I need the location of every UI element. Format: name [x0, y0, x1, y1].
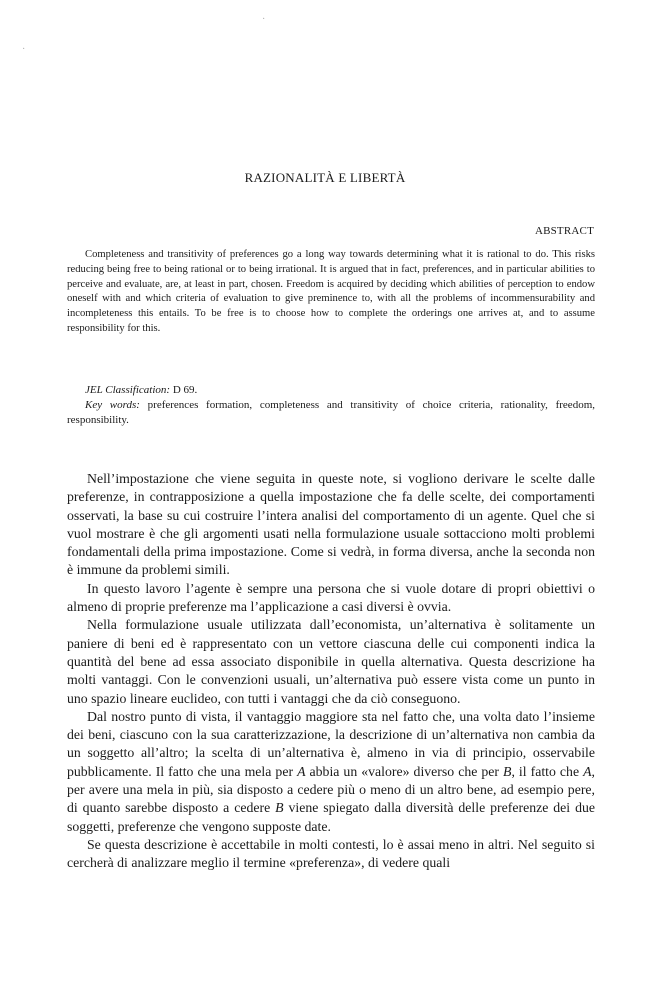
jel-classification-label: JEL Classification:	[85, 384, 171, 396]
keywords-line	[67, 398, 595, 428]
keywords-value: preferences formation, completeness and transitivity of choice criteria, rationality, freedom, responsibility.	[67, 399, 595, 426]
agent-a-symbol: A	[583, 763, 592, 779]
paragraph-4-part-c: , il fatto che	[511, 763, 584, 779]
scan-speck: ·	[262, 14, 266, 25]
abstract-text: Completeness and transitivity of preferences go a long way towards determining what it is rational to do. This risks reducing being free to being rational or to being irrational. It is argued that in fact, preferences, and in particular abilities to perceive and evaluate, are, at least in part, chosen. Freedom is acquired by deciding which abilities of perception to endow oneself with and which criteria of evaluation to give preminence to, with all the problems of incommensurability and incompleteness this entails. To be free is to choose how to complete the orderings one arrives at, and to assume responsibility for this.	[67, 249, 595, 334]
classification-block	[67, 383, 595, 428]
scan-speck: ·	[22, 44, 26, 55]
paragraph-4-part-d: , per avere una mela in più, sia disposto a cedere più o meno di un altro bene, ad esempio pere, di quanto sarebbe disposto a cedere	[67, 763, 595, 816]
agent-a-symbol: A	[297, 763, 306, 779]
abstract-heading: ABSTRACT	[534, 225, 594, 237]
paragraph-4	[67, 708, 595, 836]
paragraph-4-part-e: viene spiegato dalla diversità delle preferenze dei due soggetti, preferenze che vengono supposte date.	[67, 800, 595, 834]
paragraph-4-part-a: Dal nostro punto di vista, il vantaggio maggiore sta nel fatto che, una volta dato l’insieme dei beni, ciascuno con la sua caratterizzazione, la descrizione di un’alternativa non cambia da un soggetto all’altro; la scelta di un’alternativa è, almeno in via di principio, osservabile pubblicamente. Il fatto che una mela per	[67, 708, 595, 779]
paragraph-3: Nella formulazione usuale utilizzata dall’economista, un’alternativa è solitamente un paniere di beni ed è rappresentato con un vettore ciascuna delle cui componenti indica la quantità del bene ad essa associato disponibile in quella alternativa. Questa descrizione ha molti vantaggi. Con le convenzioni usuali, un’alternativa può essere vista come un punto in uno spazio lineare euclideo, con tutti i vantaggi che da ciò conseguono.	[67, 617, 595, 706]
paragraph-1: Nell’impostazione che viene seguita in queste note, si vogliono derivare le scelte dalle preferenze, in contrapposizione a quella impostazione che fa delle scelte, dei comportamenti osservati, la base su cui costruire l’intera analisi del comportamento di un agente. Quel che si vuol mostrare è che gli argomenti usati nella formulazione usuale sottacciono molti problemi fondamentali della prima impostazione. Come si vedrà, in forma diversa, anche la seconda non è immune da problemi simili.	[67, 471, 595, 578]
agent-b-symbol: B	[275, 800, 284, 816]
keywords-label: Key words:	[85, 399, 140, 411]
paragraph-4-part-b: abbia un «valore» diverso che per	[305, 763, 504, 779]
body-text	[67, 470, 595, 873]
article-title: RAZIONALITÀ E LIBERTÀ	[244, 170, 406, 185]
jel-classification-value: D 69.	[170, 384, 198, 396]
paragraph-5: Se questa descrizione è accettabile in molti contesti, lo è assai meno in altri. Nel seguito si cercherà di analizzare meglio il termine «preferenza», di vedere quali	[67, 836, 595, 871]
agent-b-symbol: B	[503, 763, 512, 779]
paragraph-2: In questo lavoro l’agente è sempre una persona che si vuole dotare di propri obiettivi o almeno di proprie preferenze ma l’applicazione a casi diversi è ovvia.	[67, 580, 595, 615]
jel-classification-line	[67, 383, 595, 398]
